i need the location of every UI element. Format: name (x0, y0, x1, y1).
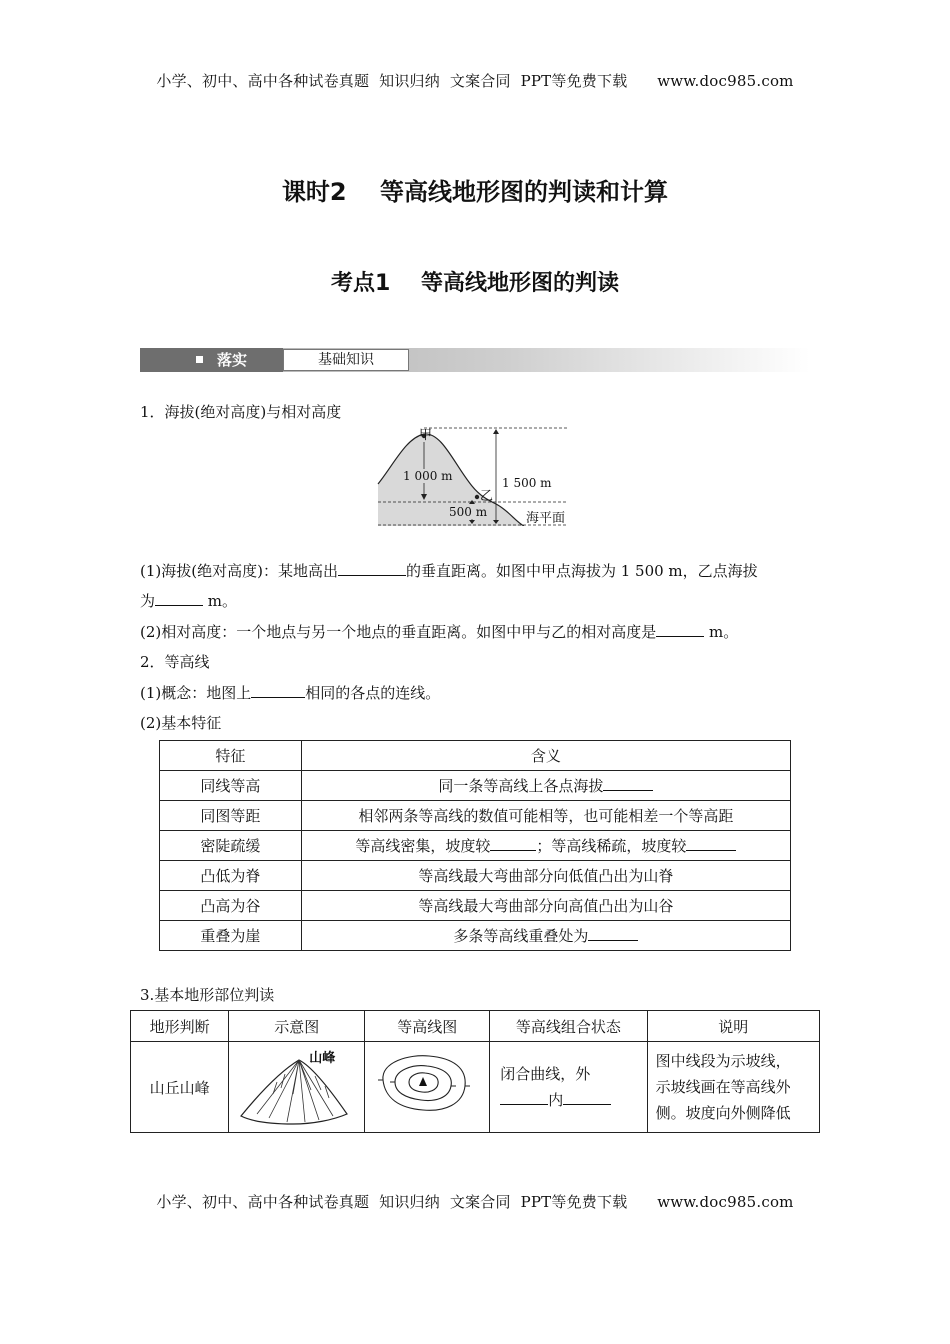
blank-5 (603, 776, 653, 791)
peak-sketch-cell (229, 1042, 365, 1133)
table-row: 密陡疏缓 等高线密集，坡度较 ；等高线稀疏，坡度较 (160, 831, 791, 861)
blank-4 (251, 683, 305, 698)
closed-contour-icon (365, 1042, 489, 1128)
label-jia: 甲 (419, 428, 433, 443)
table-row: 凸高为谷 等高线最大弯曲部分向高值凸出为山谷 (160, 891, 791, 921)
table-row: 同图等距 相邻两条等高线的数值可能相等，也可能相差一个等高距 (160, 801, 791, 831)
page-footer: 小学、初中、高中各种试卷真题 知识归纳 文案合同 PPT等免费下载 www.doc985.com (156, 1193, 794, 1211)
label-1000m: 1 000 m (403, 469, 453, 483)
section1-para1: (1)海拔(绝对高度)：某地高出 的垂直距离。如图中甲点海拔为 1 500 m，乙点海拔 (140, 562, 758, 580)
banner-left-label: 落实 (217, 351, 248, 369)
contour-map-cell (365, 1042, 490, 1133)
section1-heading: 1．海拔(绝对高度)与相对高度 (140, 403, 342, 421)
blank-9 (500, 1090, 548, 1105)
terrain-table (130, 1010, 820, 1133)
label-500m: 500 m (449, 505, 488, 519)
contour-features-table (159, 740, 791, 951)
blank-3 (656, 622, 704, 637)
section-title: 考点1 等高线地形图的判读 (331, 271, 619, 296)
section3-heading: 3.基本地形部位判读 (140, 986, 275, 1004)
lesson-title: 课时2 等高线地形图的判读和计算 (281, 178, 669, 206)
mountain-sketch-icon (229, 1044, 364, 1130)
section2-para1: (1)概念：地图上 相同的各点的连线。 (140, 684, 441, 702)
blank-7 (686, 836, 736, 851)
description-cell: 图中线段为示坡线， 示坡线画在等高线外 侧。坡度向外侧降低 (647, 1042, 819, 1133)
banner-dark-tab (140, 348, 283, 372)
contour-state-cell: 闭合曲线，外 内 (490, 1042, 647, 1133)
banner-light-tab: 基础知识 (283, 349, 409, 371)
section2-para2: (2)基本特征 (140, 714, 222, 732)
section-banner (140, 348, 810, 378)
table-header-row: 地形判断 示意图 等高线图 等高线组合状态 说明 (131, 1011, 820, 1042)
blank-1 (338, 561, 406, 576)
label-1500m: 1 500 m (502, 476, 552, 490)
page-header: 小学、初中、高中各种试卷真题 知识归纳 文案合同 PPT等免费下载 www.doc985.com (156, 72, 794, 90)
table-header-cell: 含义 (301, 741, 790, 771)
terrain-name: 山丘山峰 (131, 1042, 229, 1133)
table-row: 凸低为脊 等高线最大弯曲部分向低值凸出为山脊 (160, 861, 791, 891)
blank-8 (588, 926, 638, 941)
square-bullet-icon (196, 356, 203, 363)
table-header-cell: 特征 (160, 741, 302, 771)
table-header-row (160, 741, 791, 771)
table-row (131, 1042, 820, 1133)
section2-heading: 2．等高线 (140, 653, 210, 671)
table-row: 重叠为崖 多条等高线重叠处为 (160, 921, 791, 951)
label-yi: 乙 (480, 489, 494, 504)
blank-10 (563, 1090, 611, 1105)
section1-para2: (2)相对高度：一个地点与另一个地点的垂直距离。如图中甲与乙的相对高度是 m。 (140, 623, 739, 641)
section1-para1-cont: 为 m。 (140, 592, 238, 610)
peak-label: 山峰 (309, 1051, 336, 1066)
table-row: 同线等高 同一条等高线上各点海拔 (160, 771, 791, 801)
label-sea-level: 海平面 (526, 511, 566, 526)
blank-2 (155, 591, 203, 606)
blank-6 (490, 836, 536, 851)
